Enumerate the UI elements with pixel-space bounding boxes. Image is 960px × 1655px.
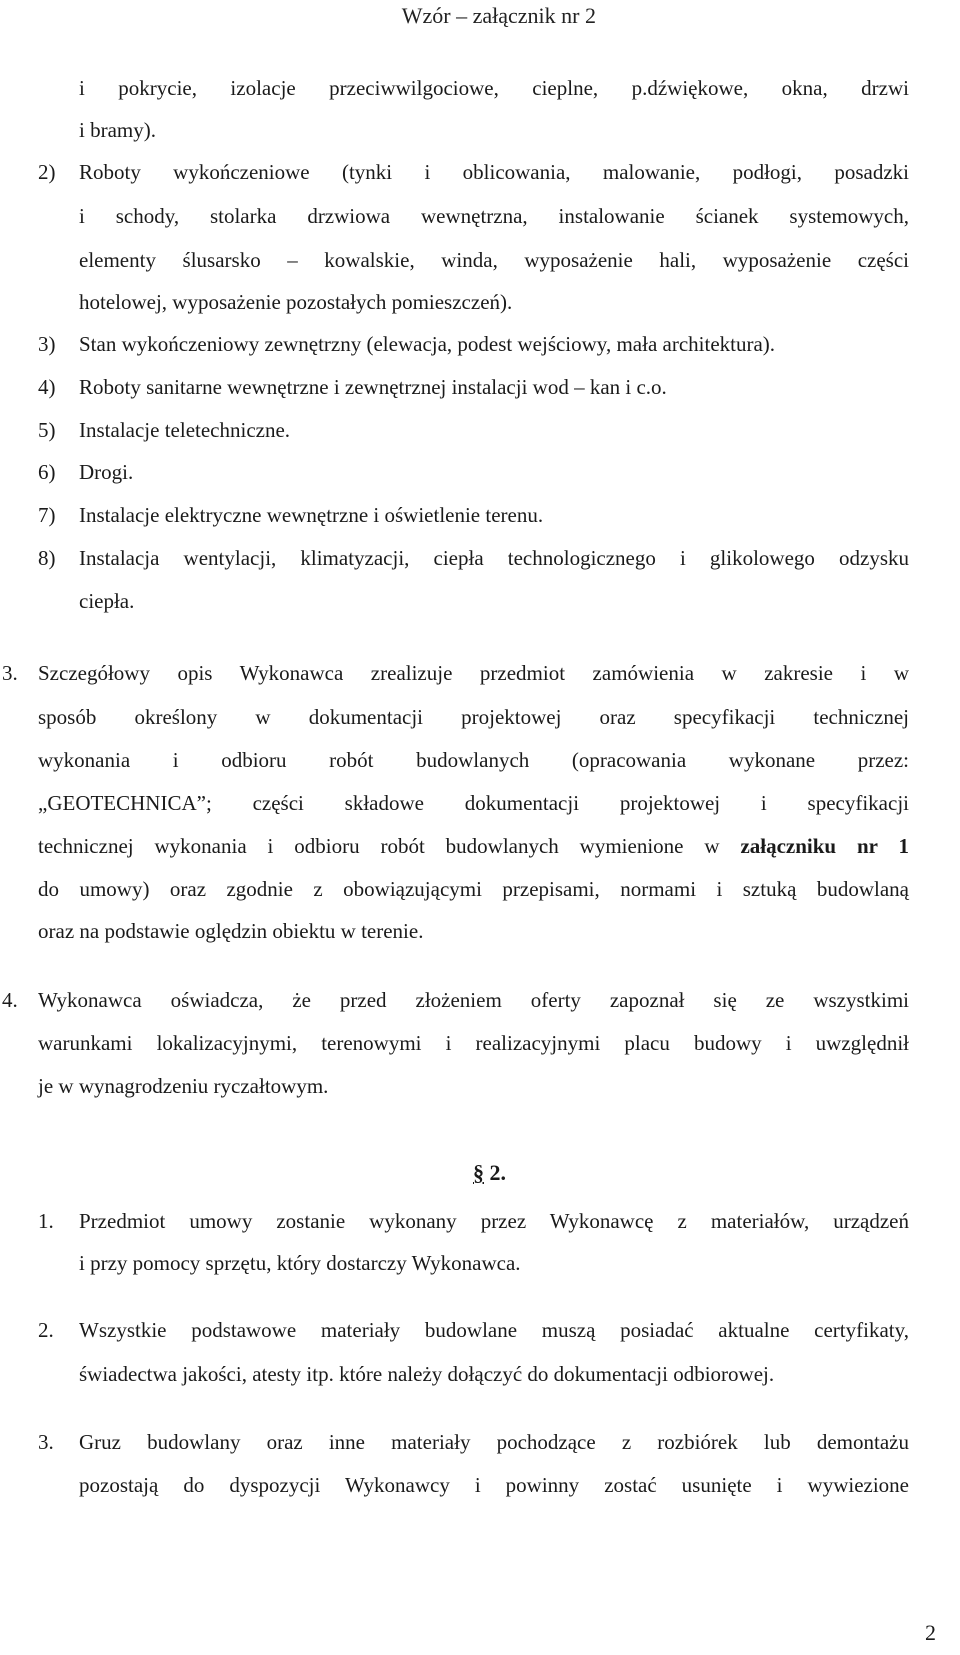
paragraph-line: je w wynagrodzeniu ryczałtowym. xyxy=(38,1074,329,1098)
page-number: 2 xyxy=(925,1620,936,1645)
item-line: pozostają do dyspozycji Wykonawcy i powinny zostać usunięte i wywiezione xyxy=(79,1473,909,1497)
works-line: elementy ślusarsko – kowalskie, winda, wyposażenie hali, wyposażenie części xyxy=(79,248,909,272)
works-line: Drogi. xyxy=(79,460,134,484)
works-line: Instalacje elektryczne wewnętrzne i oświetlenie terenu. xyxy=(79,503,544,527)
item-number: 3. xyxy=(38,1430,54,1454)
works-number: 3) xyxy=(38,332,56,356)
paragraph-line: wykonania i odbioru robót budowlanych (opracowania wykonane przez: xyxy=(38,748,909,772)
works-number: 8) xyxy=(38,546,56,570)
item-line: Gruz budowlany oraz inne materiały pochodzące z rozbiórek lub demontażu xyxy=(79,1430,909,1454)
paragraph-line: „GEOTECHNICA”; części składowe dokumentacji projektowej i specyfikacji xyxy=(38,791,909,815)
works-number: 4) xyxy=(38,375,56,399)
item-line: świadectwa jakości, atesty itp. które należy dołączyć do dokumentacji odbiorowej. xyxy=(79,1362,775,1386)
works-line: Instalacja wentylacji, klimatyzacji, ciepła technologicznego i glikolowego odzysku xyxy=(79,546,909,570)
paragraph-line xyxy=(38,831,909,861)
works-number: 5) xyxy=(38,418,56,442)
works-line: i schody, stolarka drzwiowa wewnętrzna, instalowanie ścianek systemowych, xyxy=(79,204,909,228)
works-line: ciepła. xyxy=(79,589,135,613)
paragraph-line: Szczegółowy opis Wykonawca zrealizuje przedmiot zamówienia w zakresie i w xyxy=(38,661,909,685)
paragraph-number: 3. xyxy=(2,661,18,685)
works-line: Stan wykończeniowy zewnętrzny (elewacja, podest wejściowy, mała architektura). xyxy=(79,332,776,356)
works-number: 7) xyxy=(38,503,56,527)
intro-line: i bramy). xyxy=(79,118,156,142)
section-heading xyxy=(473,1158,506,1188)
paragraph-line: Wykonawca oświadcza, że przed złożeniem oferty zapoznał się ze wszystkimi xyxy=(38,988,909,1012)
section-sign: § xyxy=(473,1160,484,1185)
paragraph-number: 4. xyxy=(2,988,18,1012)
works-line: Roboty sanitarne wewnętrzne i zewnętrznej instalacji wod – kan i c.o. xyxy=(79,375,667,399)
section-number: 2. xyxy=(489,1160,506,1185)
item-number: 1. xyxy=(38,1209,54,1233)
annex-reference: załączniku nr 1 xyxy=(740,834,909,858)
works-line: Roboty wykończeniowe (tynki i oblicowania, malowanie, podłogi, posadzki xyxy=(79,160,909,184)
paragraph-line: sposób określony w dokumentacji projektowej oraz specyfikacji technicznej xyxy=(38,705,909,729)
works-line: hotelowej, wyposażenie pozostałych pomieszczeń). xyxy=(79,290,513,314)
item-line: i przy pomocy sprzętu, który dostarczy Wykonawca. xyxy=(79,1251,521,1275)
works-line: Instalacje teletechniczne. xyxy=(79,418,291,442)
item-number: 2. xyxy=(38,1318,54,1342)
item-line: Przedmiot umowy zostanie wykonany przez Wykonawcę z materiałów, urządzeń xyxy=(79,1209,909,1233)
paragraph-line: oraz na podstawie oględzin obiektu w terenie. xyxy=(38,919,424,943)
intro-line: i pokrycie, izolacje przeciwwilgociowe, cieplne, p.dźwiękowe, okna, drzwi xyxy=(79,76,909,100)
paragraph-line: do umowy) oraz zgodnie z obowiązującymi przepisami, normami i sztuką budowlaną xyxy=(38,877,909,901)
paragraph-line: warunkami lokalizacyjnymi, terenowymi i realizacyjnymi placu budowy i uwzględnił xyxy=(38,1031,909,1055)
works-number: 6) xyxy=(38,460,56,484)
works-number: 2) xyxy=(38,160,56,184)
header-title: Wzór – załącznik nr 2 xyxy=(401,3,596,28)
item-line: Wszystkie podstawowe materiały budowlane muszą posiadać aktualne certyfikaty, xyxy=(79,1318,909,1342)
paragraph-text: technicznej wykonania i odbioru robót budowlanych wymienione w xyxy=(38,834,741,858)
